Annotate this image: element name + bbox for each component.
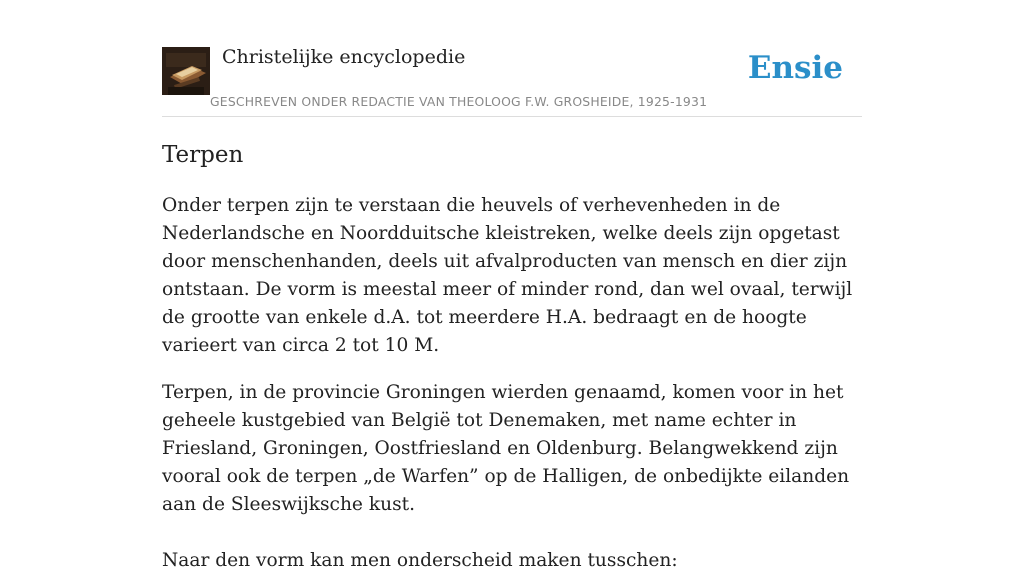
article-paragraph: Onder terpen zijn te verstaan die heuvels of verhevenheden in de Nederlandsche en Noordduitsche kleistreken, welke deels zijn opgetast door menschenhanden, deels uit afvalproducten van mensch en dier zijn ontstaan. De vorm is meestal meer of minder rond, dan wel ovaal, terwijl de grootte van enkele d.A. tot meerdere H.A. bedraagt en de hoogte varieert van circa 2 tot 10 M. — [162, 195, 853, 356]
book-stack-image — [162, 47, 210, 95]
article — [162, 138, 862, 575]
source-avatar[interactable] — [162, 47, 210, 95]
article-paragraph: Naar den vorm kan men onderscheid maken tusschen: — [162, 550, 678, 571]
source-name[interactable]: Christelijke encyclopedie — [222, 46, 466, 68]
article-title: Terpen — [162, 142, 244, 168]
ensie-logo[interactable]: Ensie — [747, 50, 843, 86]
source-header — [162, 44, 862, 117]
article-paragraph: Terpen, in de provincie Groningen wierden genaamd, komen voor in het geheele kustgebied van België tot Denemaken, met name echter in Friesland, Groningen, Oostfriesland en Oldenburg. Belangwekkend zijn vooral ook de terpen „de Warfen” op de Halligen, de onbedijkte eilanden aan de Sleeswijksche kust. — [162, 382, 850, 515]
source-subtitle: GESCHREVEN ONDER REDACTIE VAN THEOLOOG F.W. GROSHEIDE, 1925-1931 — [210, 94, 708, 109]
